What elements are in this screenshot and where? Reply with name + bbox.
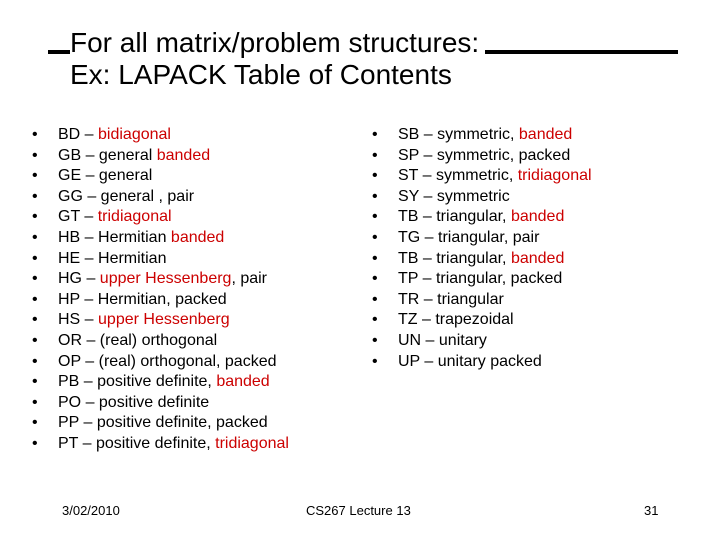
footer-lecture: CS267 Lecture 13 xyxy=(306,503,411,518)
page-number: 31 xyxy=(644,503,659,518)
list-item xyxy=(372,207,592,228)
item-text: GE – general xyxy=(58,167,153,185)
item-text: GG – general , pair xyxy=(58,187,195,205)
list-item xyxy=(32,166,289,187)
title-line-2: Ex: LAPACK Table of Contents xyxy=(70,59,452,90)
list-item xyxy=(372,310,592,331)
list-item xyxy=(32,352,289,373)
item-highlight: tridiagonal xyxy=(215,434,289,452)
slide-title xyxy=(70,27,485,91)
bullet-icon: • xyxy=(32,434,38,452)
list-item xyxy=(372,228,592,249)
item-text: PP – positive definite, packed xyxy=(58,414,268,432)
bullet-icon: • xyxy=(32,249,38,267)
bullet-icon: • xyxy=(372,167,378,185)
item-text: SB – symmetric, xyxy=(398,126,519,143)
list-item xyxy=(32,413,289,434)
item-highlight: banded xyxy=(510,208,565,226)
right-bullet-list xyxy=(372,125,592,372)
list-item xyxy=(32,269,289,290)
bullet-icon: • xyxy=(372,331,378,349)
item-highlight: tridiagonal xyxy=(97,208,172,226)
bullet-icon: • xyxy=(32,167,38,185)
bullet-icon: • xyxy=(32,393,38,411)
item-text: OR – (real) orthogonal xyxy=(58,331,218,349)
item-text: PT – positive definite, xyxy=(58,434,216,452)
list-item xyxy=(32,331,289,352)
bullet-icon: • xyxy=(32,228,38,246)
list-item xyxy=(32,228,289,249)
item-text: BD – xyxy=(58,126,99,143)
bullet-icon: • xyxy=(372,146,378,164)
bullet-icon: • xyxy=(32,126,38,143)
footer-date: 3/02/2010 xyxy=(62,503,120,518)
item-text: UP – unitary packed xyxy=(398,352,542,370)
list-item xyxy=(32,207,289,228)
bullet-icon: • xyxy=(32,187,38,205)
item-text: SY – symmetric xyxy=(398,187,510,205)
item-text: TP – triangular, packed xyxy=(398,270,563,288)
bullet-icon: • xyxy=(32,331,38,349)
list-item xyxy=(372,125,592,146)
bullet-icon: • xyxy=(32,270,38,288)
title-line-1: For all matrix/problem structures: xyxy=(70,27,485,59)
item-text: UN – unitary xyxy=(398,331,487,349)
list-item xyxy=(32,393,289,414)
list-item xyxy=(372,249,592,270)
list-item xyxy=(32,372,289,393)
list-item xyxy=(32,249,289,270)
list-item xyxy=(372,290,592,311)
bullet-icon: • xyxy=(372,352,378,370)
item-highlight: tridiagonal xyxy=(517,167,592,185)
list-item xyxy=(32,125,289,146)
bullet-icon: • xyxy=(32,208,38,226)
item-text: SP – symmetric, packed xyxy=(398,146,571,164)
bullet-icon: • xyxy=(32,311,38,329)
bullet-icon: • xyxy=(32,290,38,308)
bullet-icon: • xyxy=(372,228,378,246)
bullet-icon: • xyxy=(372,311,378,329)
list-item xyxy=(372,352,592,373)
item-suffix: , pair xyxy=(231,270,268,288)
bullet-icon: • xyxy=(32,414,38,432)
item-highlight: bidiagonal xyxy=(98,126,171,143)
item-highlight: upper Hessenberg xyxy=(98,311,230,329)
list-item xyxy=(372,331,592,352)
bullet-icon: • xyxy=(372,249,378,267)
list-item xyxy=(32,310,289,331)
bullet-icon: • xyxy=(372,208,378,226)
item-text: GB – general xyxy=(58,146,157,164)
bullet-icon: • xyxy=(32,373,38,391)
list-item xyxy=(372,187,592,208)
list-item xyxy=(32,290,289,311)
item-highlight: banded xyxy=(156,146,211,164)
item-text: HP – Hermitian, packed xyxy=(58,290,227,308)
bullet-icon: • xyxy=(372,290,378,308)
item-text: TG – triangular, pair xyxy=(398,228,540,246)
item-text: PO – positive definite xyxy=(58,393,210,411)
bullet-icon: • xyxy=(372,126,378,143)
item-text: ST – symmetric, xyxy=(398,167,518,185)
item-text: TB – triangular, xyxy=(398,208,511,226)
item-highlight: banded xyxy=(510,249,565,267)
item-text: HS – xyxy=(58,311,99,329)
bullet-icon: • xyxy=(32,352,38,370)
list-item xyxy=(372,166,592,187)
list-item xyxy=(32,146,289,167)
bullet-icon: • xyxy=(372,270,378,288)
bullet-icon: • xyxy=(32,146,38,164)
item-text: TR – triangular xyxy=(398,290,504,308)
item-text: TZ – trapezoidal xyxy=(398,311,514,329)
item-text: GT – xyxy=(58,208,98,226)
list-item xyxy=(372,146,592,167)
item-text: HB – Hermitian xyxy=(58,228,171,246)
item-text: OP – (real) orthogonal, packed xyxy=(58,352,277,370)
item-highlight: upper Hessenberg xyxy=(99,270,232,288)
bullet-icon: • xyxy=(372,187,378,205)
left-bullet-list xyxy=(32,125,289,455)
list-item xyxy=(32,187,289,208)
item-highlight: banded xyxy=(216,373,270,391)
item-highlight: banded xyxy=(170,228,225,246)
item-text: TB – triangular, xyxy=(398,249,511,267)
item-text: HE – Hermitian xyxy=(58,249,167,267)
item-text: HG – xyxy=(58,270,100,288)
item-highlight: banded xyxy=(518,126,573,143)
list-item xyxy=(32,434,289,455)
list-item xyxy=(372,269,592,290)
item-text: PB – positive definite, xyxy=(58,373,217,391)
